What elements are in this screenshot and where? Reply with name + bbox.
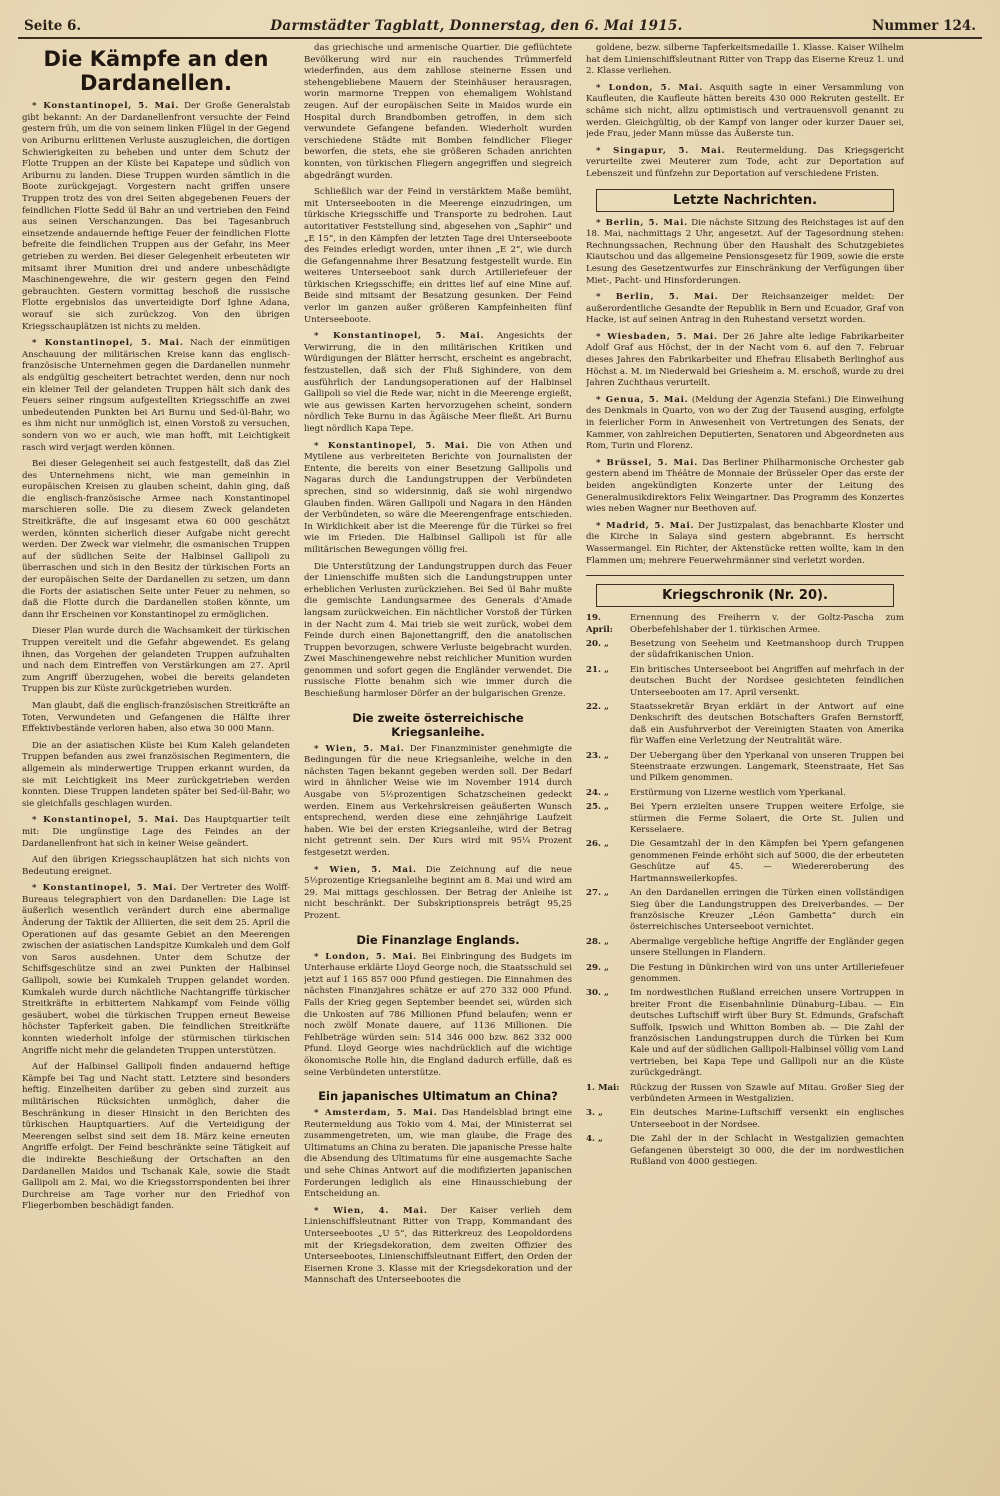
article-paragraph <box>304 865 572 923</box>
paragraph-text: Der Justizpalast, das benachbarte Kloster und die Kirche in Salaya sind gestern abgebrannt. Es herrscht Wassermangel. Ein Richter, der Aktenstücke retten wollte, kam in den Flammen um; mehrere Feuerwehrmänner sind verletzt worden. <box>586 520 904 566</box>
chronicle-date: 26. „ <box>586 839 609 850</box>
dateline: * Amsterdam, 5. Mai. <box>314 1108 438 1119</box>
chronicle-title: Kriegschronik (Nr. 20). <box>596 584 894 607</box>
chronicle-entry <box>586 1083 904 1106</box>
paragraph-text: Der Große Generalstab gibt bekannt: An der Dardanellenfront versuchte der Feind gestern früh, um die von seinem linken Flügel in der Gegend von Ariburnu erlittenen Verluste auszugleichen, die dortigen Schwierigkeiten zu beheben und unter dem Schutz der Flotte Truppen an der Küste bei Kapatepe und südlich von Ariburnu zu landen. Diese Truppen wurden sämtlich in die Boote zurückgejagt. Vorgestern nacht griffen unsere Truppen trotz des von drei Seiten abgegebenen Feuers der feindlichen Flotte Sedd ül Bahr an und vertrieben den Feind aus seinen Verschanzungen. Das bei Tagesanbruch einsetzende andauernde heftige Feuer der feindlichen Flotte befreite die feindlichen Truppen aus der Gefahr, ins Meer getrieben zu werden. Bei dieser Gelegenheit erbeuteten wir mitsamt ihrer Munition drei und andere unbeschädigte Maschinengewehre, die wir gestern gegen den Feind gebrauchten. Gestern vormittag beschoß die russische Flotte ergebnislos das unverteidigte Dorf Ighne Adana, worauf sie sich zurückzog. Von den übrigen Kriegsschauplätzen ist nichts zu melden. <box>22 101 290 332</box>
article-body-left <box>22 101 290 1213</box>
article-paragraph <box>586 292 904 327</box>
war-chronicle <box>586 613 904 1168</box>
article-paragraph <box>22 855 290 878</box>
chronicle-text: Erstürmung von Lizerne westlich vom Yperkanal. <box>630 787 846 798</box>
paragraph-text: Bei Einbringung des Budgets im Unterhause erklärte Lloyd George noch, die Staatsschuld sei jetzt auf 1 165 857 000 Pfund gestiegen. Die Einnahmen des nächsten Finanzjahres schätze er auf 270 332 000 Pfund. Falls der Krieg gegen September beendet sei, würden sich die Unkosten auf 786 Millionen Pfund belaufen; wenn er noch zwölf Monate dauere, auf 1136 Millionen. Die Fehlbeträge würden sein: 514 346 000 bzw. 862 332 000 Pfund. Lloyd George wies nachdrücklich auf die wichtige ökonomische Rolle hin, die England dadurch erfülle, daß es seine Verbündeten unterstütze. <box>304 951 572 1078</box>
dateline: * Brüssel, 5. Mai. <box>596 457 699 468</box>
paragraph-text: Auf den übrigen Kriegsschauplätzen hat sich nichts von Bedeutung ereignet. <box>22 855 290 877</box>
chronicle-entry <box>586 1108 904 1131</box>
column-middle <box>304 43 572 1495</box>
chronicle-text: Die Festung in Dünkirchen wird von uns unter Artilleriefeuer genommen. <box>630 962 904 984</box>
chronicle-date: 25. „ <box>586 802 609 813</box>
dateline: * Konstantinopel, 5. Mai. <box>314 440 470 451</box>
article-paragraph <box>22 741 290 811</box>
paragraph-text: Dieser Plan wurde durch die Wachsamkeit der türkischen Truppen vereitelt und die Gefahr abgewendet. Es gelang ihnen, das Vorgehen der gelandeten Truppen aufzuhalten und nach dem Eintreffen von Verstärkungen am 27. April zum Angriff überzugehen, wobei die bereits gelandeten Truppen bis zur Küste zurückgetrieben wurden. <box>22 626 290 695</box>
paragraph-text: (Meldung der Agenzia Stefani.) Die Einweihung des Denkmals in Quarto, von wo der Zug der Tausend ausging, erfolgte in feierlicher Form in Anwesenheit von Vertretungen des Senats, der Kammer, von zahlreichen Deputierten, Senatoren und Abgeordneten aus Rom, Turin und Florenz. <box>586 394 904 452</box>
dateline: * Berlin, 5. Mai. <box>596 292 719 303</box>
dateline: * Wiesbaden, 5. Mai. <box>596 331 718 342</box>
section-heading: Ein japanisches Ultimatum an China? <box>318 1089 558 1104</box>
chronicle-entry <box>586 888 904 934</box>
chronicle-entry <box>586 963 904 986</box>
dateline: * Wien, 5. Mai. <box>314 743 405 754</box>
article-paragraph <box>22 883 290 1057</box>
article-paragraph <box>304 187 572 326</box>
chronicle-entry <box>586 1134 904 1168</box>
paragraph-text: Schließlich war der Feind in verstärktem Maße bemüht, mit Unterseebooten in die Meerenge einzudringen, um türkische Kriegsschiffe und Transporte zu bedrohen. Laut autoritativer Feststellung sind, abgesehen von „Saphir“ und „E 15“, in den Kämpfen der letzten Tage drei Unterseeboote des Feindes erledigt worden, unter ihnen „E 2“, wie durch die Gefangennahme ihrer Besatzung festgestellt wurde. Ein weiteres Unterseeboot sank durch Artilleriefeuer der türkischen Kriegsschiffe; ein drittes lief auf eine Mine auf. Beide sind mitsamt der Besatzung gesunken. Der Feind verlor im ganzen außer größeren Kampfeinheiten fünf Unterseeboote. <box>304 187 572 325</box>
sections-middle <box>304 711 572 1287</box>
article-paragraph <box>304 331 572 435</box>
chronicle-entry <box>586 639 904 662</box>
divider-rule <box>586 575 904 576</box>
chronicle-text: Bei Ypern erzielten unsere Truppen weitere Erfolge, sie stürmen die Ferme Solaert, die Orte St. Julien und Kersselaere. <box>630 802 904 836</box>
dateline: * Konstantinopel, 5. Mai. <box>32 338 184 349</box>
chronicle-date: 22. „ <box>586 702 609 712</box>
paragraph-text: Der Vertreter des Wolff-Bureaus telegraphiert von den Dardanellen: Die Lage ist äußerlich wesentlich verändert durch eine abermalige Änderung der Taktik der Alliierten, die seit dem 25. April die Operationen auf das gesamte Gebiet an den Meerengen zwischen der asiatischen Landspitze Kumkaleh und dem Golf von Saros ausdehnen. Unter dem Schutze der Schiffsgeschütze sind an zwei Punkten der Halbinsel Gallipoli, sowie bei Kumkaleh Truppen gelandet worden. Kumkaleh wurde durch nächtliche Nachtangriffe türkischer Streitkräfte in erbittertem Nahkampf vom Feinde völlig gesäubert, wobei die türkischen Truppen erneut Beweise höchster Tapferkeit gaben. Die feindlichen Streitkräfte konnten wiederholt infolge der stürmischen türkischen Angriffe nicht mehr die gelandeten Truppen unterstützen. <box>22 883 290 1056</box>
dateline: * Madrid, 5. Mai. <box>596 520 695 531</box>
article-paragraph <box>22 459 290 621</box>
article-paragraph <box>304 1206 572 1287</box>
article-paragraph <box>304 562 572 701</box>
section-heading: Die Finanzlage Englands. <box>356 932 520 947</box>
chronicle-text: Staatssekretär Bryan erklärt in der Antwort auf eine Denkschrift des deutschen Botschafters Grafen Bernstorff, daß ein Ausfuhrverbot der Vereinigten Staaten von Amerika für Waffen eine Verletzung der Neutralität wäre. <box>630 702 904 747</box>
article-body-right <box>586 43 904 181</box>
chronicle-date: 4. „ <box>586 1134 603 1145</box>
chronicle-text: Rückzug der Russen von Szawle auf Mitau. Großer Sieg der verbündeten Armeen in Westgalizien. <box>630 1082 904 1104</box>
article-paragraph <box>586 458 904 516</box>
dateline: * London, 5. Mai. <box>314 951 417 962</box>
chronicle-date: 3. „ <box>586 1108 603 1119</box>
article-paragraph <box>586 332 904 390</box>
chronicle-entry <box>586 802 904 836</box>
paragraph-text: Der Kaiser verlieh dem Linienschiffsleutnant Ritter von Trapp, Kommandant des Unterseebootes „U 5“, das Ritterkreuz des Leopoldordens mit der Kriegsdekoration, dem zweiten Offizier des Unterseebootes, Linienschiffsleutnant Eiffert, den Orden der Eisernen Krone 3. Klasse mit der Kriegsdekoration und der Mannschaft des Unterseebootes die <box>304 1205 572 1286</box>
dateline: * Berlin, 5. Mai. <box>596 217 688 228</box>
chronicle-entry <box>586 937 904 960</box>
paragraph-text: Asquith sagte in einer Versammlung von Kaufleuten, die Kaufleute hätten bereits 430 000 Rekruten gestellt. Er schäme sich nicht, allzu optimistisch und vertrauensvoll genannt zu werden. Gleichgültig, ob der Kampf von langer oder kurzer Dauer sei, jede Frau, jeder Mann müsse das Äußerste tun. <box>586 82 904 140</box>
article-paragraph <box>22 338 290 454</box>
article-paragraph <box>586 146 904 181</box>
article-paragraph <box>22 815 290 850</box>
chronicle-date: 30. „ <box>586 988 609 999</box>
paragraph-text: Das Handelsblad bringt eine Reutermeldung aus Tokio vom 4. Mai, der Ministerrat sei zusammengetreten, um, wie man glaube, die Frage des Ultimatums an China zu beraten. Die japanische Presse halte die Absendung des Ultimatums für eine ausgemachte Sache und sehe Chinas Antwort auf die modifizierten japanischen Forderungen lediglich als eine Hinausschiebung der Entscheidung an. <box>304 1108 572 1200</box>
chronicle-text: Ein britisches Unterseeboot bei Angriffen auf mehrfach in der deutschen Bucht der Nordsee gesichteten feindlichen Unterseebooten am 17. April versenkt. <box>630 664 904 698</box>
dateline: * London, 5. Mai. <box>596 82 704 93</box>
chronicle-entry <box>586 665 904 699</box>
paragraph-text: goldene, bezw. silberne Tapferkeitsmedaille 1. Klasse. Kaiser Wilhelm hat dem Linienschiffsleutnant Ritter von Trapp das Eiserne Kreuz 1. und 2. Klasse verliehen. <box>586 43 904 77</box>
dateline: * Konstantinopel, 5. Mai. <box>32 815 179 826</box>
chronicle-date: 1. Mai: <box>586 1082 620 1093</box>
article-paragraph <box>304 952 572 1080</box>
article-paragraph <box>304 441 572 557</box>
newspaper-title: Darmstädter Tagblatt, Donnerstag, den 6. Mai 1915. <box>270 18 683 34</box>
dateline: * Genua, 5. Mai. <box>596 394 689 405</box>
chronicle-entry <box>586 988 904 1079</box>
issue-number: Nummer 124. <box>871 18 976 34</box>
chronicle-text: Ein deutsches Marine-Luftschiff versenkt ein englisches Unterseeboot in der Nordsee. <box>630 1108 904 1130</box>
paragraph-text: das griechische und armenische Quartier. Die geflüchtete Bevölkerung wird nur ein rauchendes Trümmerfeld wiederfinden, aus dem zahllose steinerne Essen und stehengebliebene Mauern der Steinhäuser herausragen, worin marmorne Treppen von ehemaligem Wohlstand zeugen. Auf der europäischen Seite in Maidos wurde ein Hospital durch Brandbomben getroffen, in dem sich verwundete Gefangene befanden. Wiederholt wurden verschiedene Städte mit Bomben feindlicher Flieger beworfen, die stets, ehe sie größeren Schaden anrichten konnten, von türkischen Fliegern angegriffen und siegreich abgedrängt wurden. <box>304 43 572 181</box>
chronicle-entry <box>586 613 904 636</box>
column-left <box>22 43 290 1495</box>
article-paragraph <box>586 218 904 288</box>
chronicle-text: Die Gesamtzahl der in den Kämpfen bei Ypern gefangenen genommenen Feinde erhöht sich auf 5000, die der erbeuteten Geschütze auf 45. — Wiedereroberung des Hartmannsweilerkopfes. <box>630 839 904 884</box>
paragraph-text: Der Finanzminister genehmigte die Bedingungen für die neue Kriegsanleihe, welche in den nächsten Tagen bekannt gegeben werden soll. Der Bedarf wird in ähnlicher Weise wie im November 1914 durch Ausgabe von 5½prozentigen Schatzscheinen gedeckt werden. Einem aus Verkehrskreisen geäußerten Wunsch entsprechend, werden diese eine zehnjährige Laufzeit haben. Wie bei der ersten Kriegsanleihe, wird der Betrag nicht getrennt sein. Der Kurs wird mit 95¼ Prozent festgesetzt werden. <box>304 743 572 858</box>
paragraph-text: Das Berliner Philharmonische Orchester gab gestern abend im Théâtre de Monnaie der Brüsseler Oper das erste der beiden angekündigten Konzerte unter der Leitung des Generalmusikdirektors Felix Weingartner. Das Programm des Konzertes wies neben Wagner nur Beethoven auf. <box>586 457 904 515</box>
page-number: Seite 6. <box>24 18 82 34</box>
article-paragraph <box>586 43 904 78</box>
paragraph-text: Bei dieser Gelegenheit sei auch festgestellt, daß das Ziel des Unternehmens nicht, wie man gemeinhin in europäischen Kreisen zu glauben scheint, dahin ging, daß die englisch-französische Armee nach Konstantinopel marschieren solle. Die zu diesem Zweck gelandeten Streitkräfte, die auf insgesamt etwa 60 000 geschätzt werden, könnten sicherlich dieser Aufgabe nicht gerecht werden. Der Zweck war vielmehr, die osmanischen Truppen auf der südlichen Seite der Halbinsel Gallipoli zu überraschen und sich in den Besitz der türkischen Forts an der europäischen Seite der Dardanellen zu setzen, um dann die Forts der asiatischen Seite unter Feuer zu nehmen, so daß die Flotte durch die Dardanellen stoßen könnte, um dann ihr Erscheinen vor Konstantinopel zu ermöglichen. <box>22 459 290 620</box>
sections-right <box>586 189 904 568</box>
main-headline: Die Kämpfe an den Dardanellen. <box>43 47 269 96</box>
paragraph-text: Auf der Halbinsel Gallipoli finden andauernd heftige Kämpfe bei Tag und Nacht statt. Letztere sind besonders heftig. Einzelheiten darüber zu geben sind zurzeit aus militärischen Rücksichten unmöglich, daher die Beschränkung in dieser Hinsicht in den Berichten des türkischen Hauptquartiers. Auf die Verteidigung der Meerengen selbst sind seit dem 18. März keine erneuten Angriffe erfolgt. Der Feind beschränkte seine Tätigkeit auf die indirekte Beschießung der Ortschaften an den Dardanellen Maidos und Tschanak Kale, sowie die Stadt Gallipoli am 2. Mai, wo die Kriegsstorrspondenten bei ihrer Durchreise am Tage vorher nur den Friedhof von Fliegerbomben beschädigt fanden. <box>22 1062 290 1212</box>
paragraph-text: Die Zeichnung auf die neue 5½prozentige Kriegsanleihe beginnt am 8. Mai und wird am 29. Mai mittags geschlossen. Der Betrag der Anleihe ist nicht beschränkt. Der Subskriptionspreis beträgt 95,25 Prozent. <box>304 864 572 921</box>
chronicle-date: 29. „ <box>586 962 609 973</box>
paragraph-text: Nach der einmütigen Anschauung der militärischen Kreise kann das englisch-französische Unternehmen gegen die Dardanellen nunmehr als endgültig gescheitert betrachtet werden, denn nur noch ein kleiner Teil der gelandeten Truppen hält sich dank des Feuers seiner ringsum aufgestellten Kriegsschiffe an zwei unbedeutenden Punkten bei Ari Burnu und Sed-ül-Bahr, wo es ihm nicht nur unmöglich ist, einen Vorstoß zu versuchen, sondern von wo er auch, wie man hofft, mit Leichtigkeit rasch wird verjagt werden können. <box>22 338 290 453</box>
chronicle-date: 20. „ <box>586 638 609 649</box>
column-right <box>586 43 904 1495</box>
chronicle-entry <box>586 702 904 748</box>
chronicle-text: Im nordwestlichen Rußland erreichen unsere Vortruppen in breiter Front die Eisenbahnlinie Dünaburg–Libau. — Ein deutsches Luftschiff wirft über Bury St. Edmunds, Grafschaft Suffolk, Ipswich und Whitton Bomben ab. — Die Zahl der französischen Landungstruppen durch die Türken bei Kum Kale und auf der südlichen Gallipoli-Halbinsel völlig vom Land vertrieben, bei Kapa Tepe und Gallipoli nur an die Küste zurückgedrängt. <box>630 988 904 1079</box>
paragraph-text: Angesichts der Verwirrung, die in den militärischen Kritiken und Würdigungen der Blätter herrscht, erscheint es angebracht, festzustellen, daß sich der Fluß Sighindere, von dem ausführlich der Landungsoperationen auf der Halbinsel Gallipoli so viel die Rede war, nicht in die Meerenge ergießt, wie aus gewissen Karten hervorzugehen scheint, sondern nördlich Teke Burnu in das Ägäische Meer fließt. Ari Burnu liegt nördlich Kapa Tepe. <box>304 331 572 434</box>
paragraph-text: Die nächste Sitzung des Reichstages ist auf den 18. Mai, nachmittags 2 Uhr, angesetzt. Auf der Tagesordnung stehen: Rechnungssachen, Rechnung über den Haushalt des Schutzgebietes Kiautschou und das allgemeine Pensionsgesetz für 1909, sowie die erste Lesung des Gesetzentwurfes zur Einschränkung der Verfügungen über Miet-, Pacht- und Hinsforderungen. <box>586 217 904 286</box>
chronicle-text: Die Zahl der in der Schlacht in Westgalizien gemachten Gefangenen übersteigt 30 000, die der im nordwestlichen Rußland von 4000 gestiegen. <box>630 1134 904 1168</box>
chronicle-entry <box>586 788 904 799</box>
dateline: * Konstantinopel, 5. Mai. <box>32 883 178 894</box>
chronicle-date: 23. „ <box>586 750 609 761</box>
section-heading: Letzte Nachrichten. <box>596 189 894 212</box>
paragraph-text: Das Hauptquartier teilt mit: Die ungünstige Lage des Feindes an der Dardanellenfront hat sich in keiner Weise geändert. <box>22 815 290 849</box>
chronicle-text: Der Uebergang über den Yperkanal von unseren Truppen bei Steenstraate erzwungen. Langemark, Steenstraate, Het Sas und Pilkem genommen. <box>630 750 904 784</box>
article-paragraph <box>22 1062 290 1213</box>
chronicle-date: 28. „ <box>586 936 609 947</box>
paragraph-text: Die von Athen und Mytilene aus verbreiteten Berichte von Journalisten der Entente, die bereits von einer Besetzung Gallipolis und Nagaras durch die Landungstruppen der Verbündeten sprechen, sind so widersinnig, daß sie wohl nirgendwo Glauben finden. Wären Gallipoli und Nagara in den Händen der Verbündeten, so wäre die Meerengenfrage entschieden. In Wirklichkeit aber ist die Meerenge für die Türkei so frei wie im Frieden. Die Halbinsel Gallipoli ist für alle militärischen Bewegungen völlig frei. <box>304 440 572 555</box>
chronicle-text: Abermalige vergebliche heftige Angriffe der Engländer gegen unsere Stellungen in Flandern. <box>630 936 904 959</box>
paragraph-text: Der Reichsanzeiger meldet: Der außerordentliche Gesandte der Republik in Bern und Ecuador, Graf von Hacke, ist auf seinen Antrag in den Ruhestand versetzt worden. <box>586 292 904 326</box>
masthead <box>18 18 982 39</box>
chronicle-text: Besetzung von Seeheim und Keetmanshoop durch Truppen der südafrikanischen Union. <box>630 638 904 661</box>
paragraph-text: Die Unterstützung der Landungstruppen durch das Feuer der Linienschiffe mußten sich die Landungstruppen unter erheblichen Verlusten zurückziehen. Bei Sed ül Bahr mußte die gemischte Landungsarmee des Generals d’Amade langsam zurückweichen. Ein nächtlicher Vorstoß der Türken in der Nacht zum 4. Mai trieb sie weit zurück, wobei dem Feinde durch einen Bajonettangriff, den die anatolischen Truppen bevorzugen, schwere Verluste beigebracht wurden. Zwei Maschinengewehre nebst reichlicher Munition wurden genommen und sofort gegen die Engländer verwendet. Die russische Flotte benahm sich wie immer durch die Beschießung harmloser Dörfer an der bulgarischen Grenze. <box>304 561 572 700</box>
article-paragraph <box>22 101 290 333</box>
chronicle-text: An den Dardanellen erringen die Türken einen vollständigen Sieg über die Landungstruppen des Dreiverbandes. — Der französische Kreuzer „Léon Gambetta“ durch ein österreichisches Unterseeboot vernichtet. <box>630 888 904 933</box>
section-heading: Die zweite österreichische Kriegsanleihe. <box>352 710 524 739</box>
chronicle-date: 19. April: <box>586 613 613 635</box>
article-paragraph <box>586 83 904 141</box>
chronicle-date: 21. „ <box>586 664 609 675</box>
article-paragraph <box>304 43 572 182</box>
chronicle-entry <box>586 751 904 785</box>
dateline: * Konstantinopel, 5. Mai. <box>32 101 180 112</box>
paragraph-text: Der 26 Jahre alte ledige Fabrikarbeiter Adolf Graf aus Höchst, der in der Nacht vom 6. auf den 7. Februar dieses Jahres den Fabrikarbeiter und Ehefrau Elisabeth Berlinghof aus Höchst a. M. im Niederwald bei Griesheim a. M. erschoß, wurde zu drei Jahren Zuchthaus verurteilt. <box>586 331 904 389</box>
dateline: * Singapur, 5. Mai. <box>596 145 726 156</box>
chronicle-entry <box>586 839 904 885</box>
chronicle-date: 24. „ <box>586 787 609 798</box>
paragraph-text: Man glaubt, daß die englisch-französischen Streitkräfte an Toten, Verwundeten und Gefangenen die Hälfte ihrer Effektivbestände verloren haben, also etwa 30 000 Mann. <box>22 700 290 735</box>
paragraph-text: Die an der asiatischen Küste bei Kum Kaleh gelandeten Truppen befanden aus zwei französischen Regimentern, die allgemein als minderwertige Truppen erkannt wurden, da sie mit Leichtigkeit ins Meer zurückgetrieben werden konnten. Diese Truppen landeten später bei Sed-ül-Bahr, wo sie gleichfalls geschlagen wurden. <box>22 740 290 809</box>
article-paragraph <box>586 395 904 453</box>
article-paragraph <box>22 701 290 736</box>
article-paragraph <box>304 1108 572 1201</box>
article-paragraph <box>22 626 290 696</box>
article-paragraph <box>304 744 572 860</box>
paragraph-text: Reutermeldung. Das Kriegsgericht verurteilte zwei Meuterer zum Tode, acht zur Deportation auf Lebenszeit und fünfzehn zur Deportation auf verschiedene Fristen. <box>586 145 904 179</box>
article-paragraph <box>586 521 904 567</box>
dateline: * Wien, 5. Mai. <box>314 864 417 875</box>
chronicle-text: Ernennung des Freiherrn v. der Goltz-Pascha zum Oberbefehlshaber der 1. türkischen Armee. <box>630 613 904 635</box>
dateline: * Konstantinopel, 5. Mai. <box>314 331 485 342</box>
chronicle-date: 27. „ <box>586 888 609 899</box>
dateline: * Wien, 4. Mai. <box>314 1205 428 1216</box>
article-body-middle <box>304 43 572 701</box>
